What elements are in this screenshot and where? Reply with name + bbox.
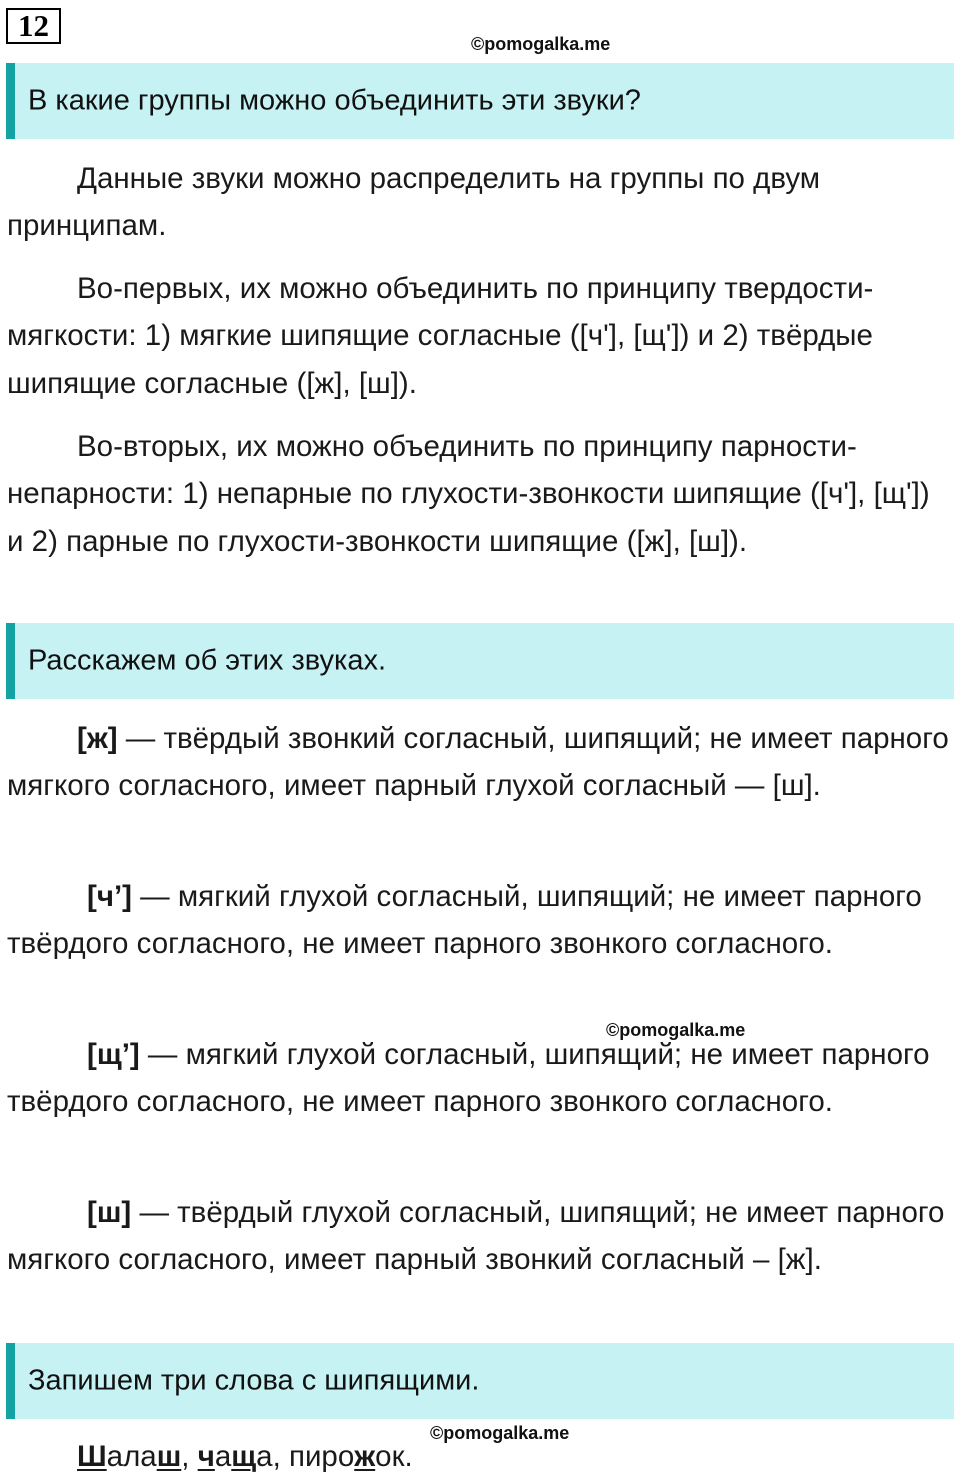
section-heading: Расскажем об этих звуках. [28, 644, 387, 677]
section-heading-banner [6, 1343, 954, 1419]
section-heading-banner [6, 63, 954, 139]
sound-label: [ж] [77, 722, 118, 755]
sound-label: [ч’] [87, 880, 132, 913]
section-heading: В какие группы можно объединить эти звуки? [28, 84, 641, 117]
paragraph: Во-первых, их можно объединить по принципу твердости-мягкости: 1) мягкие шипящие согласные ([ч'], [щ']) и 2) твёрдые шипящие согласные ([ж], [ш]). [7, 272, 874, 400]
sound-description: [ш] — твёрдый глухой согласный, шипящий; не имеет парного мягкого согласного, имеет парный звонкий согласный – [ж]. [7, 1196, 945, 1277]
sound-description: [ж] — твёрдый звонкий согласный, шипящий; не имеет парного мягкого согласного, имеет парный глухой согласный — [ш]. [7, 722, 949, 803]
watermark: ©pomogalka.me [606, 1020, 746, 1040]
sound-label: [ш] [87, 1196, 132, 1229]
section-heading: Запишем три слова с шипящими. [28, 1364, 480, 1397]
watermark: ©pomogalka.me [471, 34, 611, 54]
sound-description: [щ’] — мягкий глухой согласный, шипящий; не имеет парного твёрдого согласного, не имеет парного звонкого согласного. [7, 1038, 930, 1119]
paragraph: Данные звуки можно распределить на группы по двум принципам. [7, 162, 821, 243]
sound-description: [ч’] — мягкий глухой согласный, шипящий; не имеет парного твёрдого согласного, не имеет парного звонкого согласного. [7, 880, 922, 961]
example-words: Шалаш, чаща, пирожок. [77, 1440, 413, 1473]
watermark: ©pomogalka.me [430, 1423, 570, 1443]
section-heading-banner [6, 623, 954, 699]
paragraph: Во-вторых, их можно объединить по принципу парности-непарности: 1) непарные по глухости-звонкости шипящие ([ч'], [щ']) и 2) парные по глухости-звонкости шипящие ([ж], [ш]). [7, 430, 930, 558]
sound-label: [щ’] [87, 1038, 140, 1071]
task-number: 12 [6, 8, 61, 44]
